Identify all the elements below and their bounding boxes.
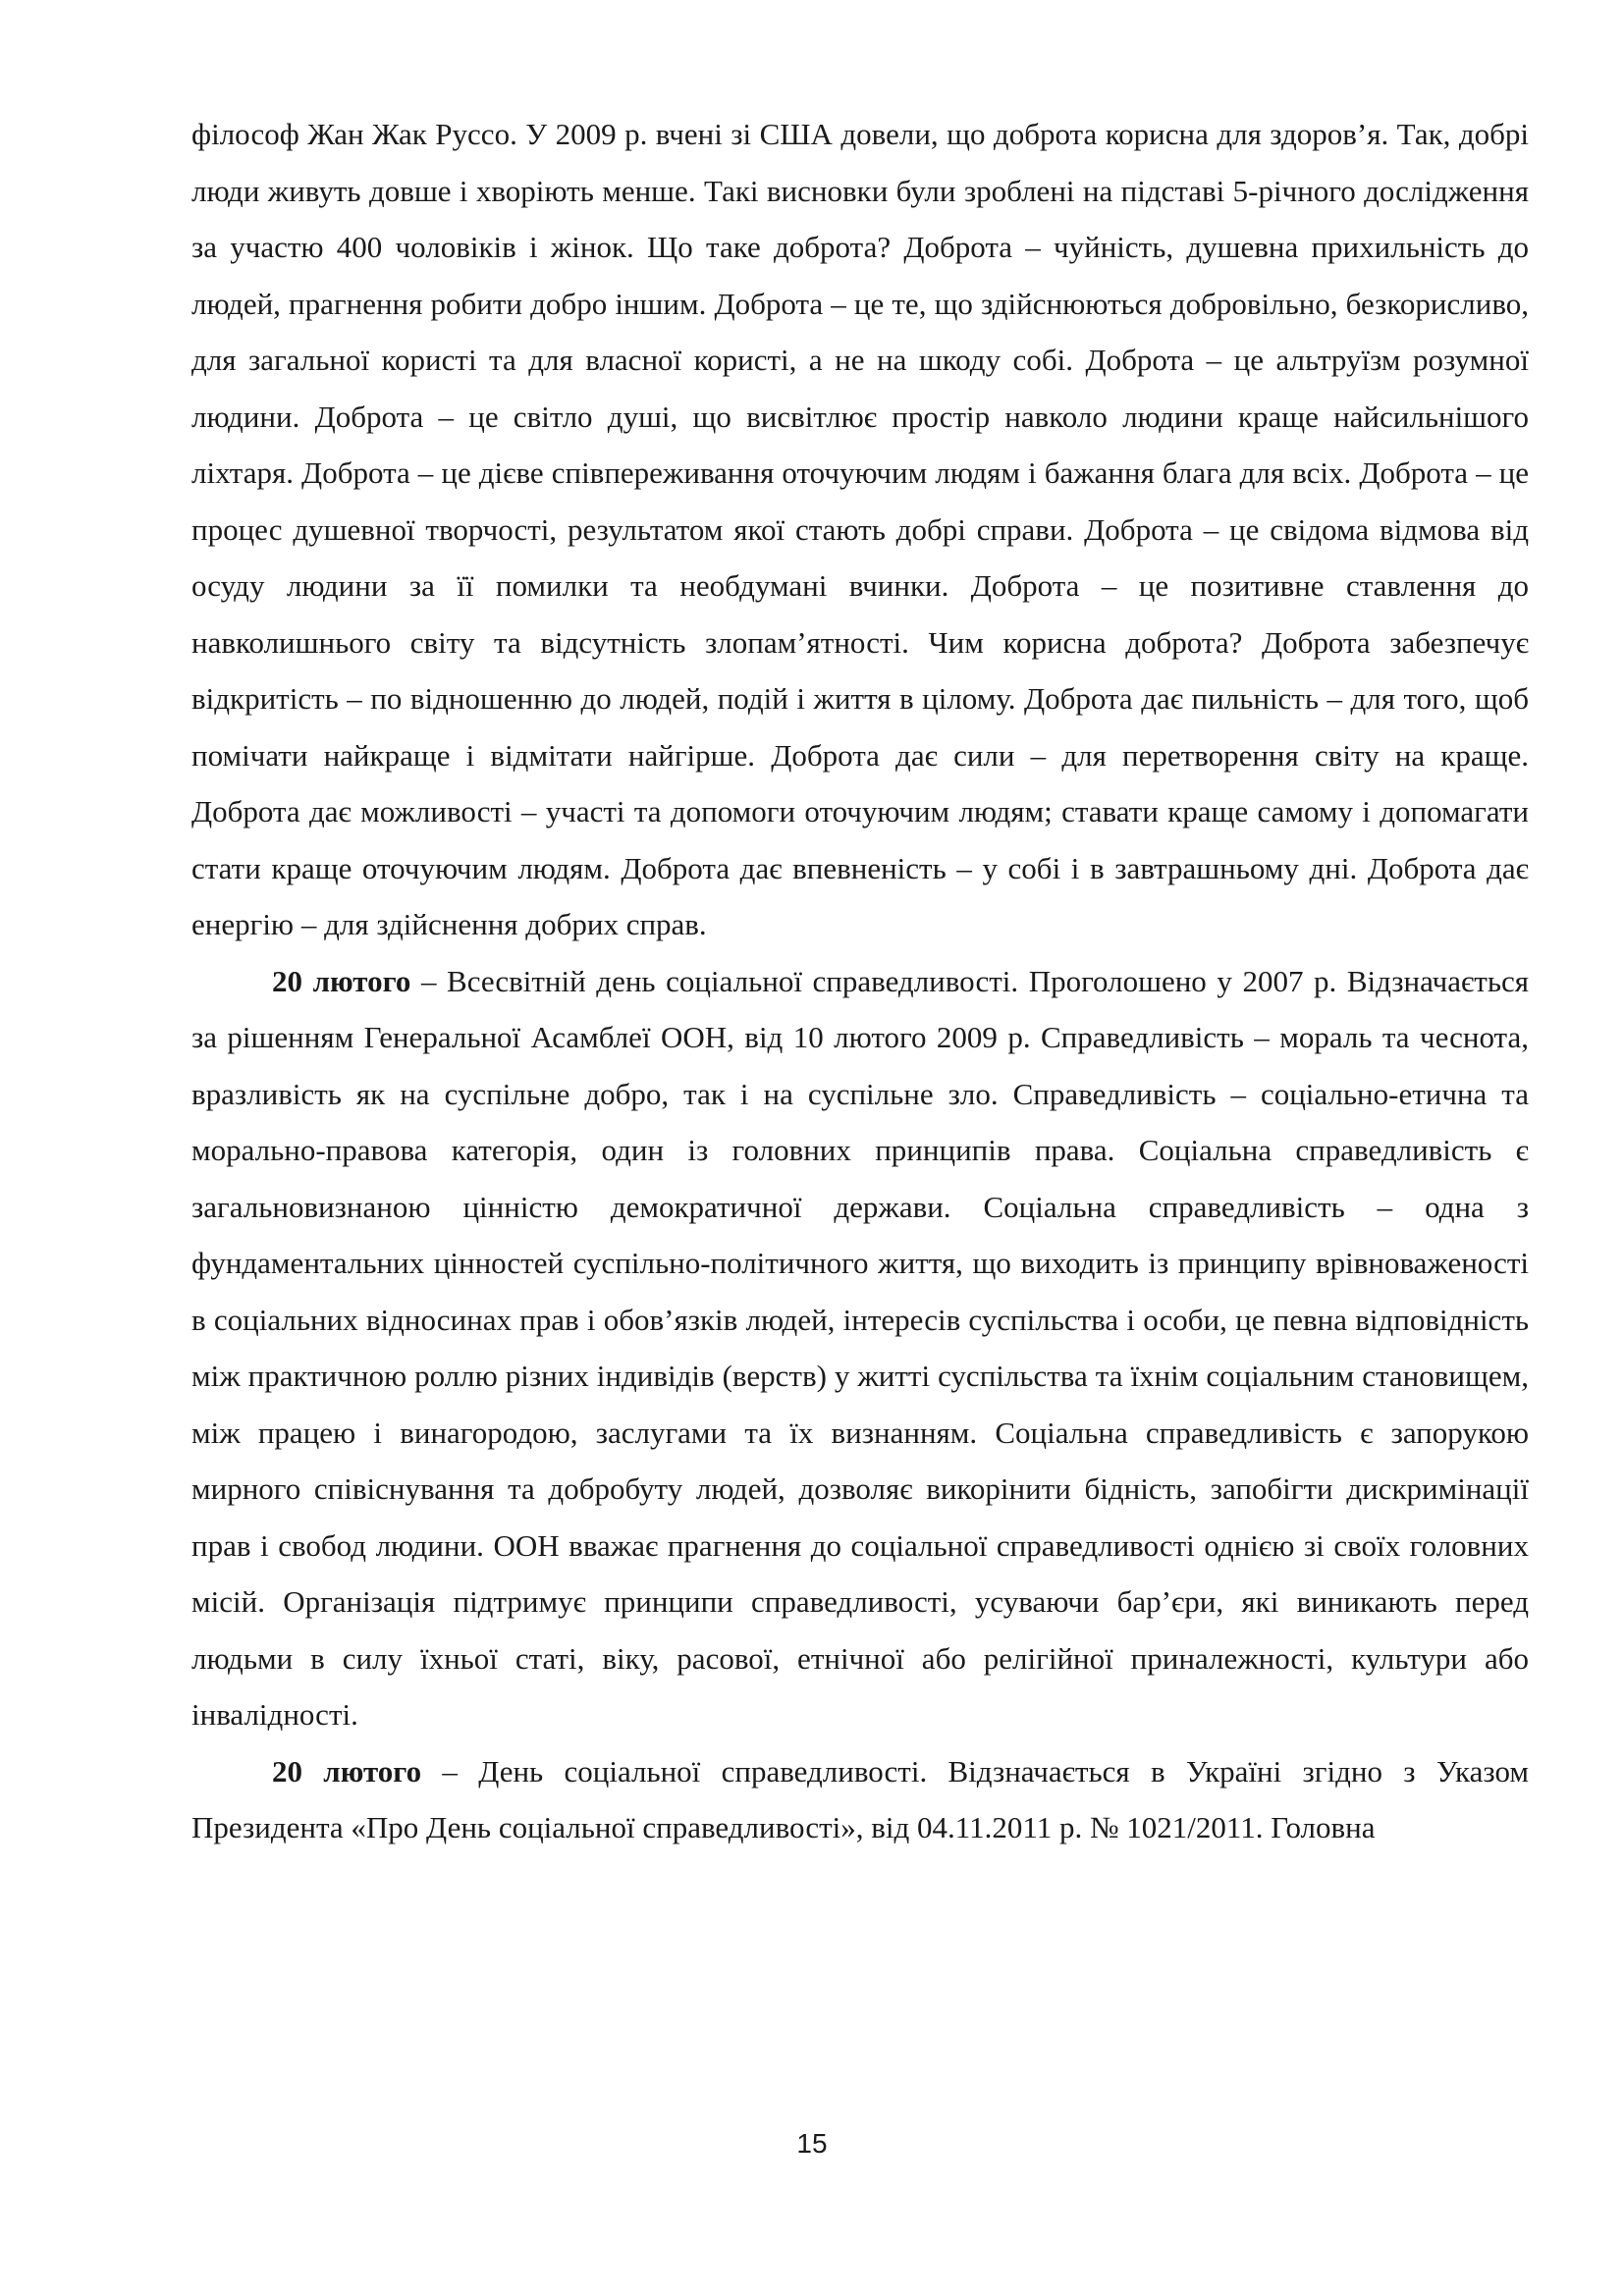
paragraph-text: – День соціальної справедливості. Відзначається в Україні згідно з Указом Президента «Про День соціальної справедливості», від 04.11.2011 р. № 1021/2011. Головна [191, 1753, 1529, 1844]
paragraph-world-social-justice-day [191, 953, 1529, 1743]
paragraph-text: – Всесвітній день соціальної справедливості. Проголошено у 2007 р. Відзначається за рішенням Генеральної Асамблеї ООН, від 10 лютого 2009 р. Справедливість – мораль та чеснота, вразливість як на суспільне добро, так і на суспільне зло. Справедливість – соціально-етична та морально-правова категорія, один із головних принципів права. Соціальна справедливість є загальновизнаною цінністю демократичної держави. Соціальна справедливість – одна з фундаментальних цінностей суспільно-політичного життя, що виходить із принципу врівноваженості в соціальних відносинах прав і обов’язків людей, інтересів суспільства і особи, це певна відповідність між практичною роллю різних індивідів (верств) у житті суспільства та їхнім соціальним становищем, між працею і винагородою, заслугами та їх визнанням. Соціальна справедливість є запорукою мирного співіснування та добробуту людей, дозволяє викорінити бідність, запобігти дискримінації прав і свобод людини. ООН вважає прагнення до соціальної справедливості однією зі своїх головних місій. Організація підтримує принципи справедливості, усуваючи бар’єри, які виникають перед людьми в силу їхньої статі, віку, расової, етнічної або релігійної приналежності, культури або інвалідності. [191, 963, 1529, 1732]
paragraph-text: філософ Жан Жак Руссо. У 2009 р. вчені зі США довели, що доброта корисна для здоров’я. Так, добрі люди живуть довше і хворіють менше. Такі висновки були зроблені на підставі 5-річного дослідження за участю 400 чоловіків і жінок. Що таке доброта? Доброта – чуйність, душевна прихильність до людей, прагнення робити добро іншим. Доброта – це те, що здійснюються добровільно, безкорисливо, для загальної користі та для власної користі, а не на шкоду собі. Доброта – це альтруїзм розумної людини. Доброта – це світло душі, що висвітлює простір навколо людини краще найсильнішого ліхтаря. Доброта – це дієве співпереживання оточуючим людям і бажання блага для всіх. Доброта – це процес душевної творчості, результатом якої стають добрі справи. Доброта – це свідома відмова від осуду людини за її помилки та необдумані вчинки. Доброта – це позитивне ставлення до навколишнього світу та відсутність злопам’ятності. Чим корисна доброта? Доброта забезпечує відкритість – по відношенню до людей, подій і життя в цілому. Доброта дає пильність – для того, щоб помічати найкраще і відмітати найгірше. Доброта дає сили – для перетворення світу на краще. Доброта дає можливості – участі та допомоги оточуючим людям; ставати краще самому і допомагати стати краще оточуючим людям. Доброта дає впевненість – у собі і в завтрашньому дні. Доброта дає енергію – для здійснення добрих справ. [191, 117, 1529, 941]
date-heading: 20 лютого [272, 1753, 422, 1789]
paragraph-ukraine-social-justice-day [191, 1743, 1529, 1856]
date-heading: 20 лютого [272, 963, 411, 998]
document-page [191, 106, 1529, 1856]
page-number: 15 [796, 2128, 828, 2159]
paragraph-kindness [191, 106, 1529, 953]
